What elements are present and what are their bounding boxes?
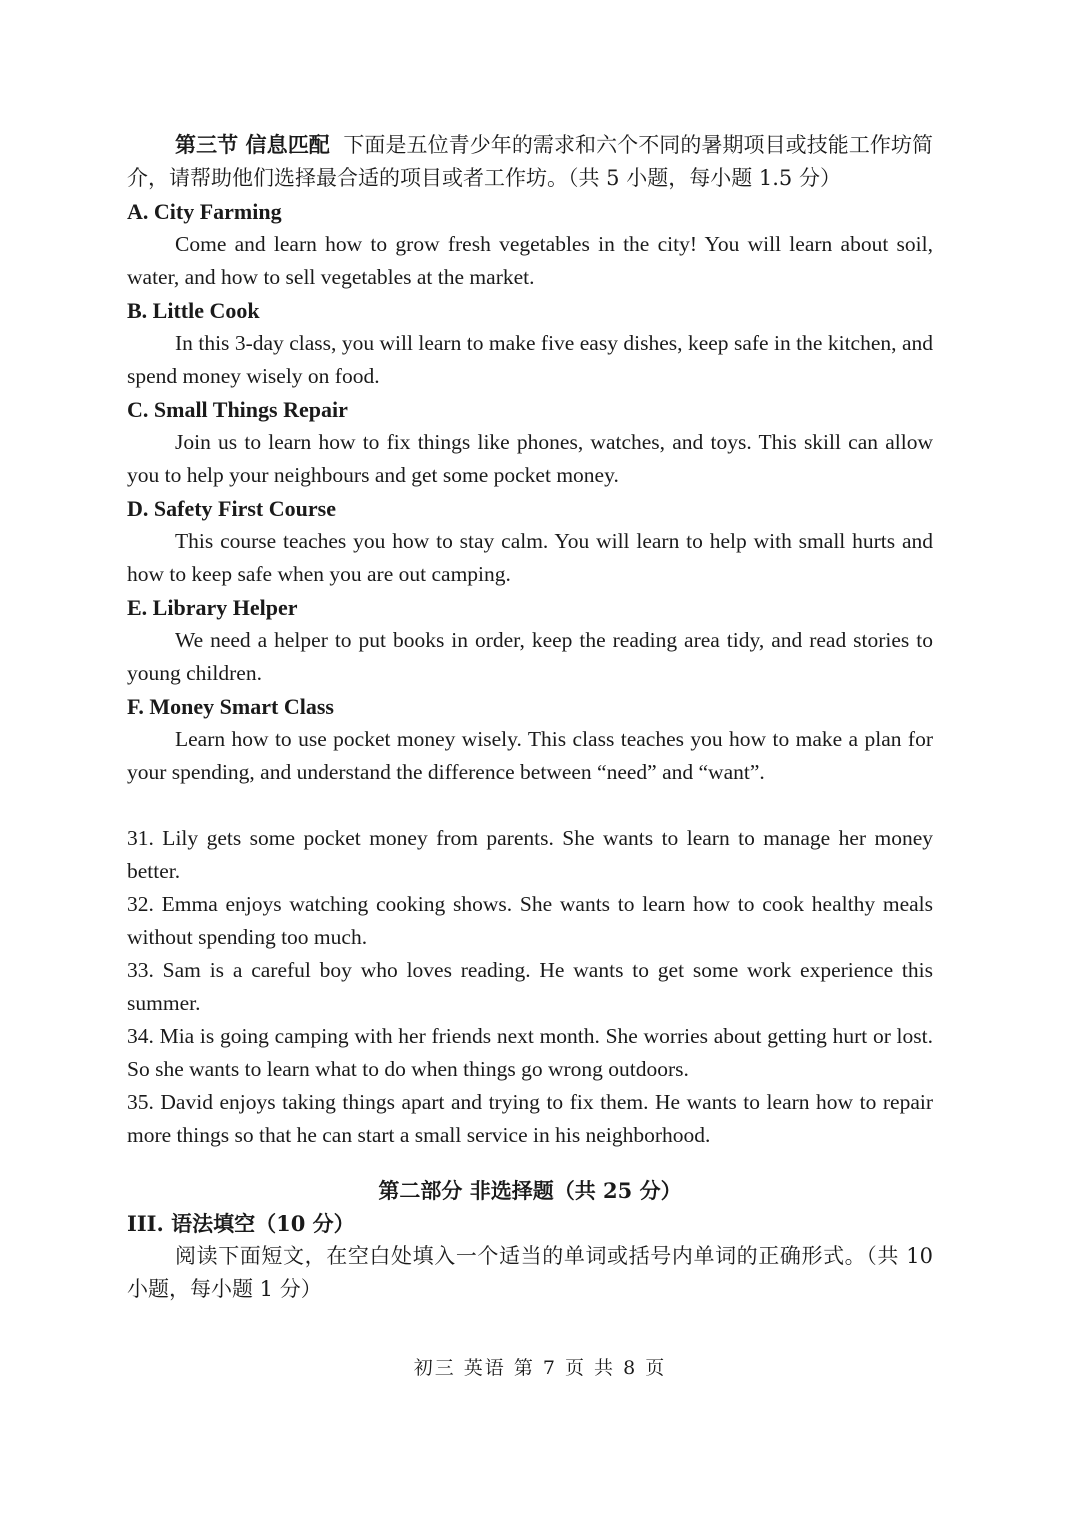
question-list — [127, 822, 933, 1152]
part-2-title: 第二部分 非选择题（共 25 分） — [378, 1178, 682, 1203]
question-34: 34. Mia is going camping with her friends next month. She worries about getting hurt or lost. So she wants to learn what to do when things go wrong outdoors. — [127, 1024, 933, 1081]
exam-page-content — [127, 128, 933, 1306]
option-description: Join us to learn how to fix things like phones, watches, and toys. This skill can allow you to help your neighbours and get some pocket money. — [127, 430, 933, 487]
option-description: Learn how to use pocket money wisely. This class teaches you how to make a plan for your spending, and understand the difference between “need” and “want”. — [127, 727, 933, 784]
option-e — [127, 591, 933, 690]
option-d — [127, 492, 933, 591]
section-iii-instruction: 阅读下面短文，在空白处填入一个适当的单词或括号内单词的正确形式。（共 10 小题，每小题 1 分） — [127, 1244, 933, 1301]
option-b — [127, 294, 933, 393]
option-f — [127, 690, 933, 789]
option-description: We need a helper to put books in order, keep the reading area tidy, and read stories to young children. — [127, 628, 933, 685]
question-32: 32. Emma enjoys watching cooking shows. She wants to learn how to cook healthy meals without spending too much. — [127, 892, 933, 949]
option-a — [127, 195, 933, 294]
option-heading: B. Little Cook — [127, 298, 260, 323]
option-description: Come and learn how to grow fresh vegetables in the city! You will learn about soil, water, and how to sell vegetables at the market. — [127, 232, 933, 289]
option-heading: C. Small Things Repair — [127, 397, 348, 422]
section-3-instruction: 下面是五位青少年的需求和六个不同的暑期项目或技能工作坊简介，请帮助他们选择最合适的项目或者工作坊。（共 5 小题，每小题 1.5 分） — [127, 133, 934, 190]
section-iii-heading: III. 语法填空（10 分） — [127, 1211, 355, 1236]
question-35: 35. David enjoys taking things apart and trying to fix them. He wants to learn how to repair more things so that he can start a small service in his neighborhood. — [127, 1090, 933, 1147]
option-heading: A. City Farming — [127, 199, 282, 224]
option-heading: D. Safety First Course — [127, 496, 336, 521]
option-heading: F. Money Smart Class — [127, 694, 334, 719]
question-33: 33. Sam is a careful boy who loves reading. He wants to get some work experience this summer. — [127, 958, 933, 1015]
option-description: This course teaches you how to stay calm. You will learn to help with small hurts and how to keep safe when you are out camping. — [127, 529, 933, 586]
section-3-title: 第三节 信息匹配 — [175, 132, 330, 157]
option-description: In this 3-day class, you will learn to make five easy dishes, keep safe in the kitchen, and spend money wisely on food. — [127, 331, 933, 388]
page-footer: 初三 英语 第 7 页 共 8 页 — [413, 1357, 667, 1379]
option-c — [127, 393, 933, 492]
section-3-intro — [127, 128, 933, 195]
question-31: 31. Lily gets some pocket money from parents. She wants to learn to manage her money better. — [127, 826, 933, 883]
option-heading: E. Library Helper — [127, 595, 298, 620]
